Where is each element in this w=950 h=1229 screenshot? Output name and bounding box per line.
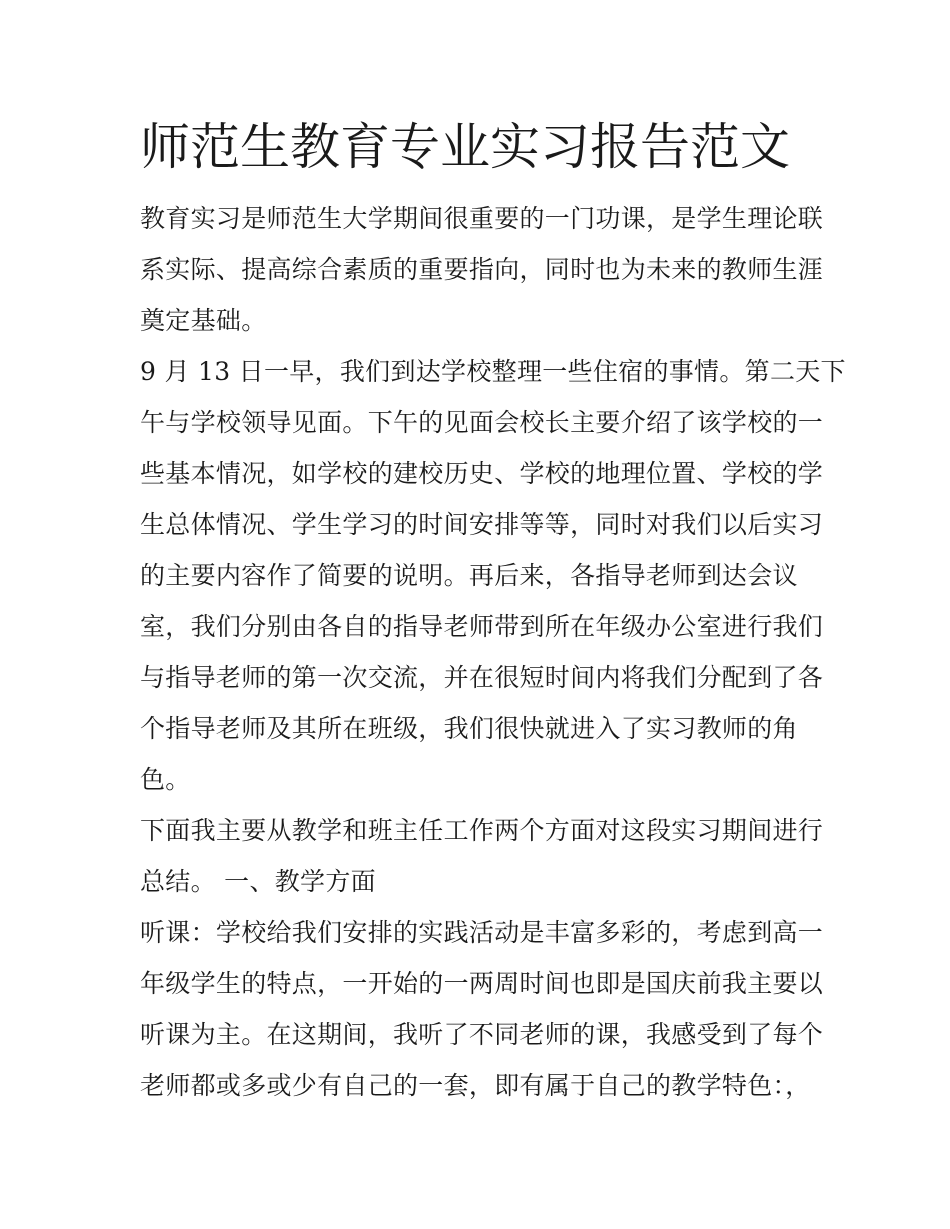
paragraph-line: 奠定基础。	[140, 306, 267, 335]
paragraph-line: 系实际、提高综合素质的重要指向，同时也为未来的教师生涯	[140, 255, 824, 284]
paragraph-line: 下面我主要从教学和班主任工作两个方面对这段实习期间进行	[140, 816, 824, 845]
paragraph-line: 总结。 一、教学方面	[140, 867, 376, 896]
paragraph-line: 9 月 13 日一早，我们到达学校整理一些住宿的事情。第二天下	[140, 357, 846, 386]
paragraph-line: 年级学生的特点，一开始的一两周时间也即是国庆前我主要以	[140, 969, 824, 998]
paragraph-line: 午与学校领导见面。下午的见面会校长主要介绍了该学校的一	[140, 408, 824, 437]
paragraph-line: 老师都或多或少有自己的一套，即有属于自己的教学特色：，	[140, 1071, 811, 1100]
paragraph-line: 听课为主。在这期间，我听了不同老师的课，我感受到了每个	[140, 1020, 824, 1049]
paragraph-line: 听课：学校给我们安排的实践活动是丰富多彩的，考虑到高一	[140, 918, 824, 947]
document-title: 师范生教育专业实习报告范文	[140, 118, 790, 176]
paragraph-line: 些基本情况，如学校的建校历史、学校的地理位置、学校的学	[140, 459, 824, 488]
paragraph-line: 教育实习是师范生大学期间很重要的一门功课，是学生理论联	[140, 204, 824, 233]
paragraph-line: 的主要内容作了简要的说明。再后来，各指导老师到达会议	[140, 561, 798, 590]
paragraph-line: 室，我们分别由各自的指导老师带到所在年级办公室进行我们	[140, 612, 824, 641]
paragraph-line: 个指导老师及其所在班级，我们很快就进入了实习教师的角	[140, 714, 798, 743]
paragraph-line: 生总体情况、学生学习的时间安排等等，同时对我们以后实习	[140, 510, 824, 539]
paragraph-line: 与指导老师的第一次交流，并在很短时间内将我们分配到了各	[140, 663, 824, 692]
paragraph-line: 色。	[140, 765, 191, 794]
